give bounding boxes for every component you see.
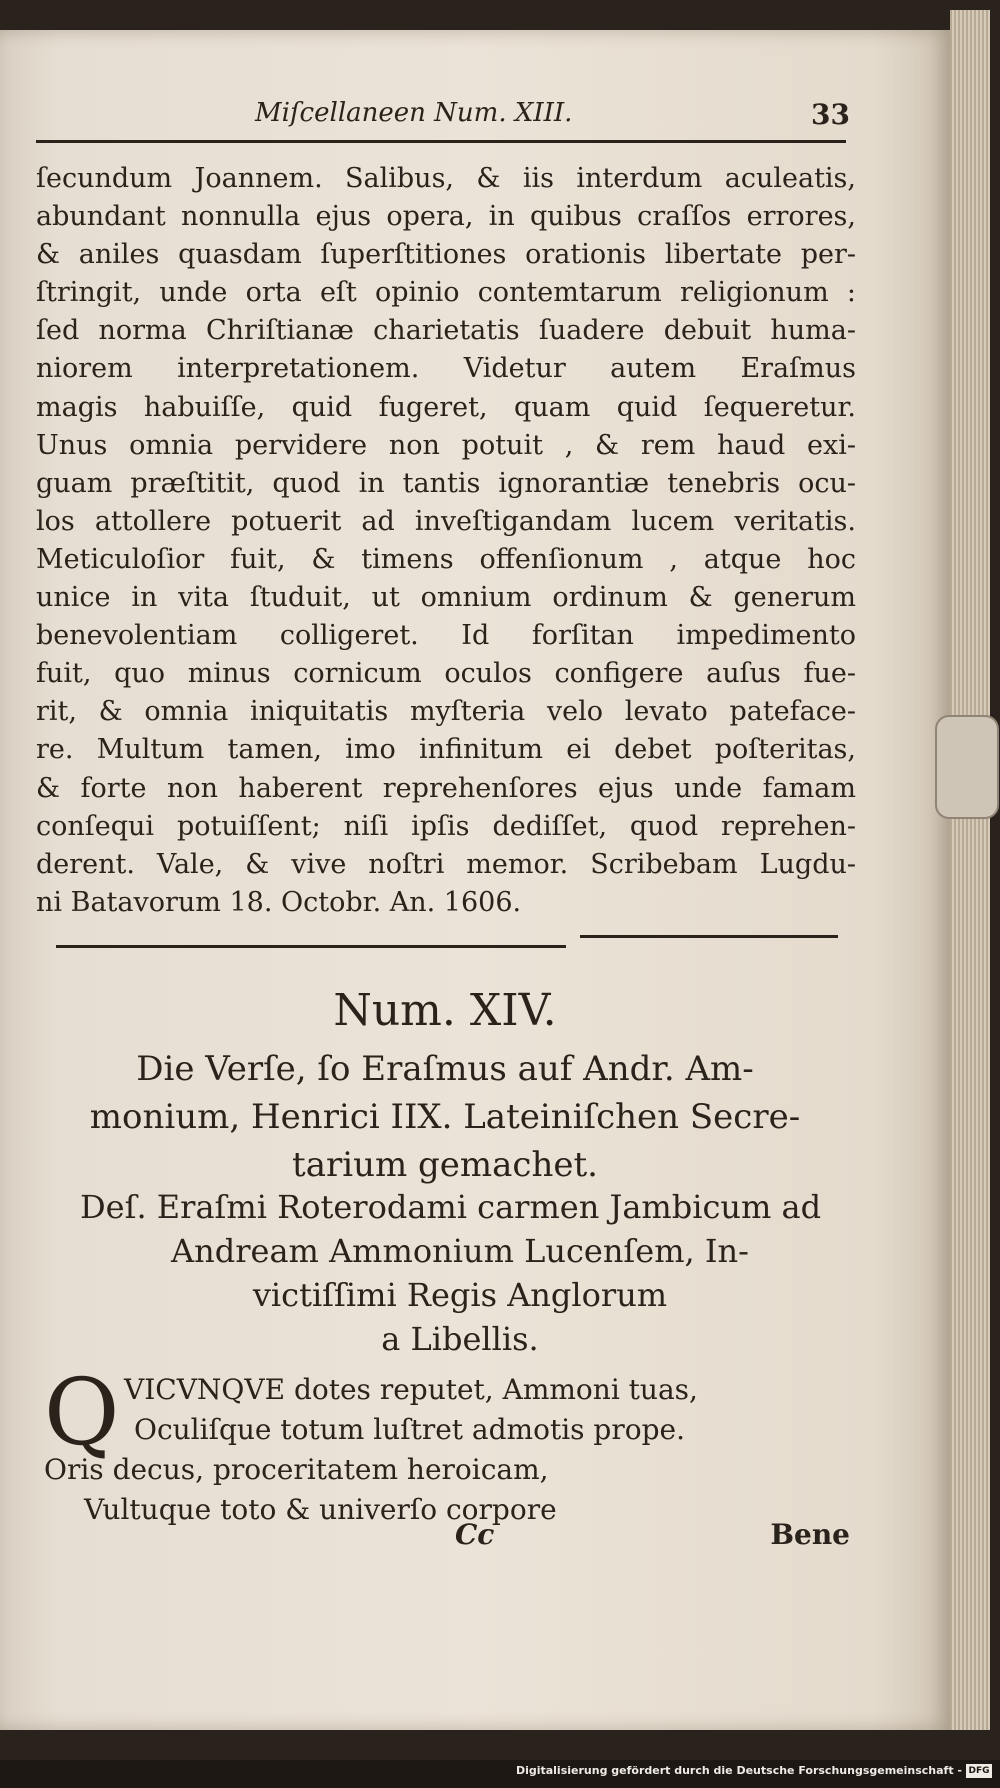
latin-title-line: Andream Ammonium Lucenſem, In- (171, 1232, 749, 1270)
catchwords (40, 1518, 850, 1558)
latin-title-line: Deſ. Eraſmi Roterodami carmen Jambicum ad (80, 1188, 822, 1226)
body-line: Unus omnia pervidere non potuit , & rem haud exi- (36, 429, 856, 461)
german-title-line: monium, Henrici IIX. Lateiniſchen Secre- (89, 1097, 801, 1137)
body-line: niorem interpretationem. Videtur autem Eraſmus (36, 353, 856, 385)
body-line: ſecundum Joannem. Salibus, & iis interdum aculeatis, (36, 163, 856, 194)
latin-title-line: a Libellis. (381, 1320, 539, 1358)
body-line: abundant nonnulla ejus opera, in quibus craſſos errores, (36, 201, 856, 233)
dfg-logo: DFG (966, 1764, 992, 1778)
body-line: guam præſtitit, quod in tantis ignorantiæ tenebris ocu- (36, 467, 856, 499)
body-line: ni Batavorum 18. Octobr. An. 1606. (36, 886, 522, 918)
verse-line: Oris decus, proceritatem heroicam, (44, 1453, 549, 1486)
latin-title (40, 1185, 840, 1361)
body-line: rit, & omnia iniquitatis myſteria velo levato pateface- (36, 696, 856, 728)
verse-line: VICVNQVE dotes reputet, Ammoni tuas, (124, 1373, 698, 1406)
verse-line: Oculiſque totum luſtret admotis prope. (134, 1413, 685, 1446)
body-line: Meticuloſior fuit, & timens offenſionum , atque hoc (36, 543, 856, 575)
signature-mark: Cc (455, 1518, 495, 1551)
body-line: & aniles quasdam ſuperſtitiones orationis libertate per- (36, 239, 856, 271)
body-line: & forte non haberent reprehenſores ejus unde famam (36, 772, 856, 804)
page-edges (950, 10, 990, 1730)
body-line: conſequi potuiſſent; niſi ipſis dediſſet, quod reprehen- (36, 810, 856, 842)
body-line: benevolentiam colligeret. Id forſitan impedimento (36, 620, 856, 652)
german-title (40, 1045, 850, 1189)
body-line: magis habuiſſe, quid fugeret, quam quid ſequeretur. (36, 391, 856, 423)
verse-dropcap: Q (44, 1359, 120, 1466)
custos-word: Bene (770, 1518, 850, 1551)
latin-title-line: victiſſimi Regis Anglorum (252, 1276, 668, 1314)
header-rule (36, 140, 846, 143)
german-title-line: Die Verſe, ſo Eraſmus auf Andr. Am- (136, 1049, 754, 1089)
body-text (36, 160, 856, 922)
body-line: ſed norma Chriſtianæ charietatis ſuadere debuit huma- (36, 315, 856, 347)
page-number: 33 (811, 98, 850, 131)
running-header (40, 98, 850, 138)
body-line: los attollere potuerit ad inveſtigandam lucem veritatis. (36, 505, 856, 537)
body-line: fuit, quo minus cornicum oculos configere auſus fue- (36, 658, 856, 690)
footer-credit: Digitalisierung gefördert durch die Deutsche Forschungsgemeinschaft - (515, 1764, 962, 1777)
section-number: Num. XIV. (333, 985, 557, 1036)
verse-line: Vultuque toto & univerſo corpore (84, 1493, 557, 1526)
verse-block (44, 1359, 804, 1530)
body-line: unice in vita ſtuduit, ut omnium ordinum & generum (36, 582, 856, 614)
book-clasp-tab (935, 715, 999, 819)
body-line: re. Multum tamen, imo infinitum ei debet poſteritas, (36, 734, 856, 766)
german-title-line: tarium gemachet. (292, 1145, 598, 1185)
running-title: Miſcellaneen Num. XIII. (255, 98, 573, 128)
section-divider-right (580, 935, 838, 938)
body-line: derent. Vale, & vive noſtri memor. Scribebam Lugdu- (36, 848, 856, 880)
section-divider-left (56, 945, 566, 948)
body-line: ſtringit, unde orta eſt opinio contemtarum religionum : (36, 277, 856, 309)
